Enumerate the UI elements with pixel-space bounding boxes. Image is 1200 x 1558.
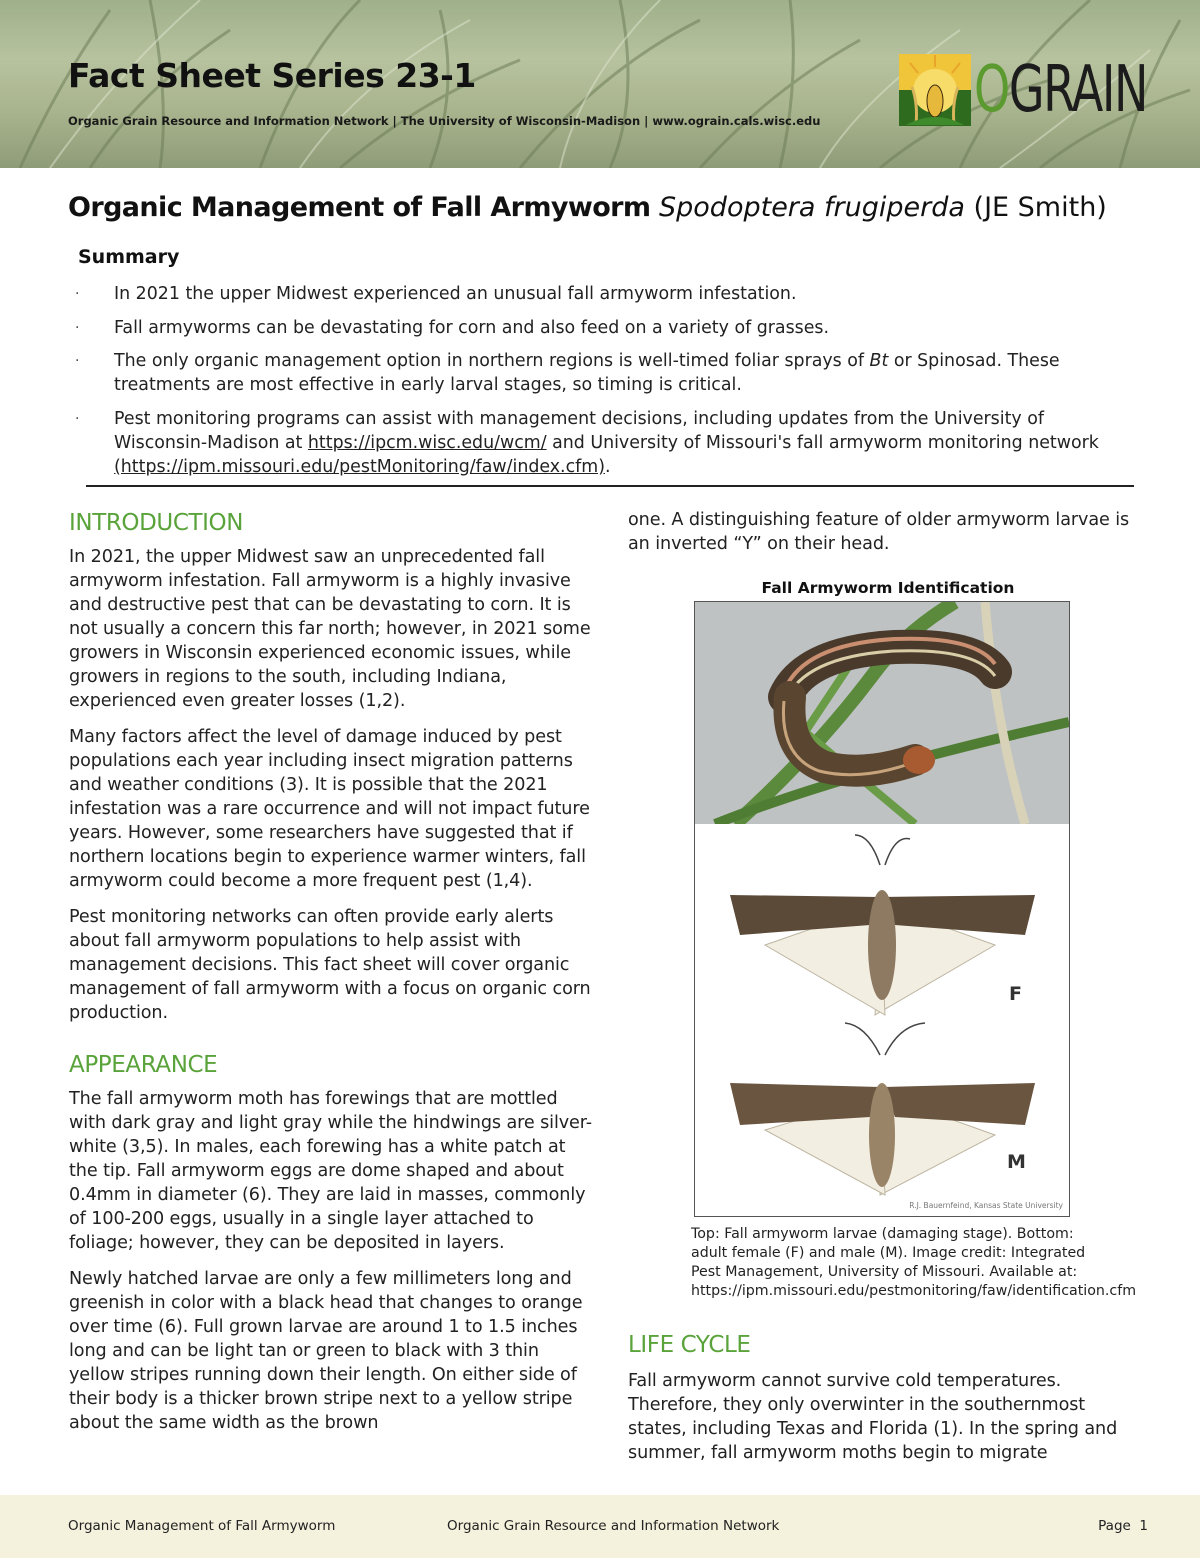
introduction-heading: INTRODUCTION: [69, 510, 244, 536]
armyworm-figure: [694, 601, 1070, 1217]
bullet-icon: ·: [75, 286, 80, 302]
bullet-icon: ·: [75, 410, 80, 427]
intro-paragraph: Many factors affect the level of damage induced by pest populations each year including insect migration patterns and weather conditions (3). It is possible that the 2021 infestation was a rare occurrence and will not impact future years. However, some researchers have suggested that if northern locations begin to experience warmer winters, fall armyworm could become a more frequent pest (1,4).: [69, 727, 590, 891]
intro-paragraph: In 2021, the upper Midwest saw an unprecedented fall armyworm infestation. Fall armyworm is a highly invasive and destructive pest that can be devastating to corn. It is not usually a concern this far north; however, in 2021 some growers in Wisconsin experienced economic issues, while growers in regions to the south, including Indiana, experienced even greater losses (1,2).: [69, 547, 591, 711]
ograin-logo: [898, 52, 1200, 128]
page-title: [68, 190, 1107, 226]
right-column: [628, 508, 1148, 1477]
divider: [86, 485, 1134, 487]
logo-wordmark: OGRAIN: [974, 53, 1148, 127]
title-main: Organic Management of Fall Armyworm: [68, 192, 651, 223]
appearance-continuation: one. A distinguishing feature of older armyworm larvae is an inverted “Y” on their head.: [628, 510, 1130, 554]
footer-network-name: Organic Grain Resource and Information Network: [447, 1518, 780, 1534]
summary-heading: Summary: [78, 246, 180, 268]
summary-list: [72, 282, 1132, 488]
bullet-icon: ·: [75, 353, 80, 369]
life-cycle-heading: LIFE CYCLE: [628, 1332, 751, 1358]
female-label: F: [1009, 983, 1022, 1005]
figure-title: Fall Armyworm Identification: [761, 579, 1015, 597]
appearance-paragraph: The fall armyworm moth has forewings that are mottled with dark gray and light gray while the hindwings are silver-white (3,5). In males, each forewing has a white patch at the tip. Fall armyworm eggs are dome shaped and about 0.4mm in diameter (6). They are laid in masses, commonly of 100-200 eggs, usually in a single layer attached to foliage; however, they can be deposited in layers.: [69, 1089, 593, 1253]
summary-item: · The only organic management option in northern regions is well-timed foliar sprays of Bt or Spinosad. These treatments are most effective in early larval stages, so timing is critical.: [75, 351, 1060, 395]
appearance-paragraph: Newly hatched larvae are only a few millimeters long and greenish in color with a black head that changes to orange over time (6). Full grown larvae are around 1 to 1.5 inches long and can be light tan or green to black with 3 thin yellow stripes running down their length. On either side of their body is a thicker brown stripe next to a yellow stripe about the same width as the brown: [69, 1269, 583, 1433]
wheat-corn-sunrise-icon: [898, 53, 972, 127]
wisconsin-wcm-link[interactable]: https://ipcm.wisc.edu/wcm/: [307, 432, 547, 453]
footer-document-title: Organic Management of Fall Armyworm: [68, 1518, 336, 1534]
title-scientific-name: Spodoptera frugiperda: [659, 192, 965, 223]
missouri-faw-link[interactable]: (https://ipm.missouri.edu/pestMonitoring/faw/index.cfm): [114, 456, 605, 477]
figure-caption: Top: Fall armyworm larvae (damaging stage). Bottom: adult female (F) and male (M). Image credit: Integrated Pest Management, University of Missouri. Available at: https://ipm.missouri.edu/pestmonitoring/faw/identification.cfm: [691, 1226, 1137, 1299]
title-authority: (JE Smith): [973, 192, 1107, 223]
photo-credit: R.J. Bauernfeind, Kansas State University: [909, 1201, 1063, 1210]
appearance-heading: APPEARANCE: [69, 1052, 218, 1078]
header-banner: [0, 0, 1200, 168]
summary-item: · Pest monitoring programs can assist with management decisions, including updates from the University of Wisconsin-Madison at https://ipcm.wisc.edu/wcm/ and University of Missouri's fall armyworm monitoring network (https://ipm.missouri.edu/pestMonitoring/faw/index.cfm).: [75, 408, 1099, 477]
male-label: M: [1007, 1151, 1026, 1173]
larva-photo: [695, 602, 1069, 824]
network-line: Organic Grain Resource and Information Network | The University of Wisconsin-Madison | www.ograin.cals.wisc.edu: [68, 114, 821, 128]
page-footer: [0, 1495, 1200, 1558]
page-number: Page 1: [1098, 1518, 1148, 1534]
summary-item: · In 2021 the upper Midwest experienced an unusual fall armyworm infestation.: [75, 284, 797, 304]
left-column: [69, 505, 599, 1447]
intro-paragraph: Pest monitoring networks can often provide early alerts about fall armyworm populations to help assist with management decisions. This fact sheet will cover organic management of fall armyworm with a focus on organic corn production.: [69, 907, 591, 1023]
series-title: Fact Sheet Series 23-1: [68, 56, 476, 95]
life-cycle-paragraph: Fall armyworm cannot survive cold temperatures. Therefore, they only overwinter in the southernmost states, including Texas and Florida (1). In the spring and summer, fall armyworm moths begin to migrate: [628, 1371, 1118, 1463]
bullet-icon: ·: [75, 319, 80, 336]
summary-item: · Fall armyworms can be devastating for corn and also feed on a variety of grasses.: [75, 317, 829, 338]
